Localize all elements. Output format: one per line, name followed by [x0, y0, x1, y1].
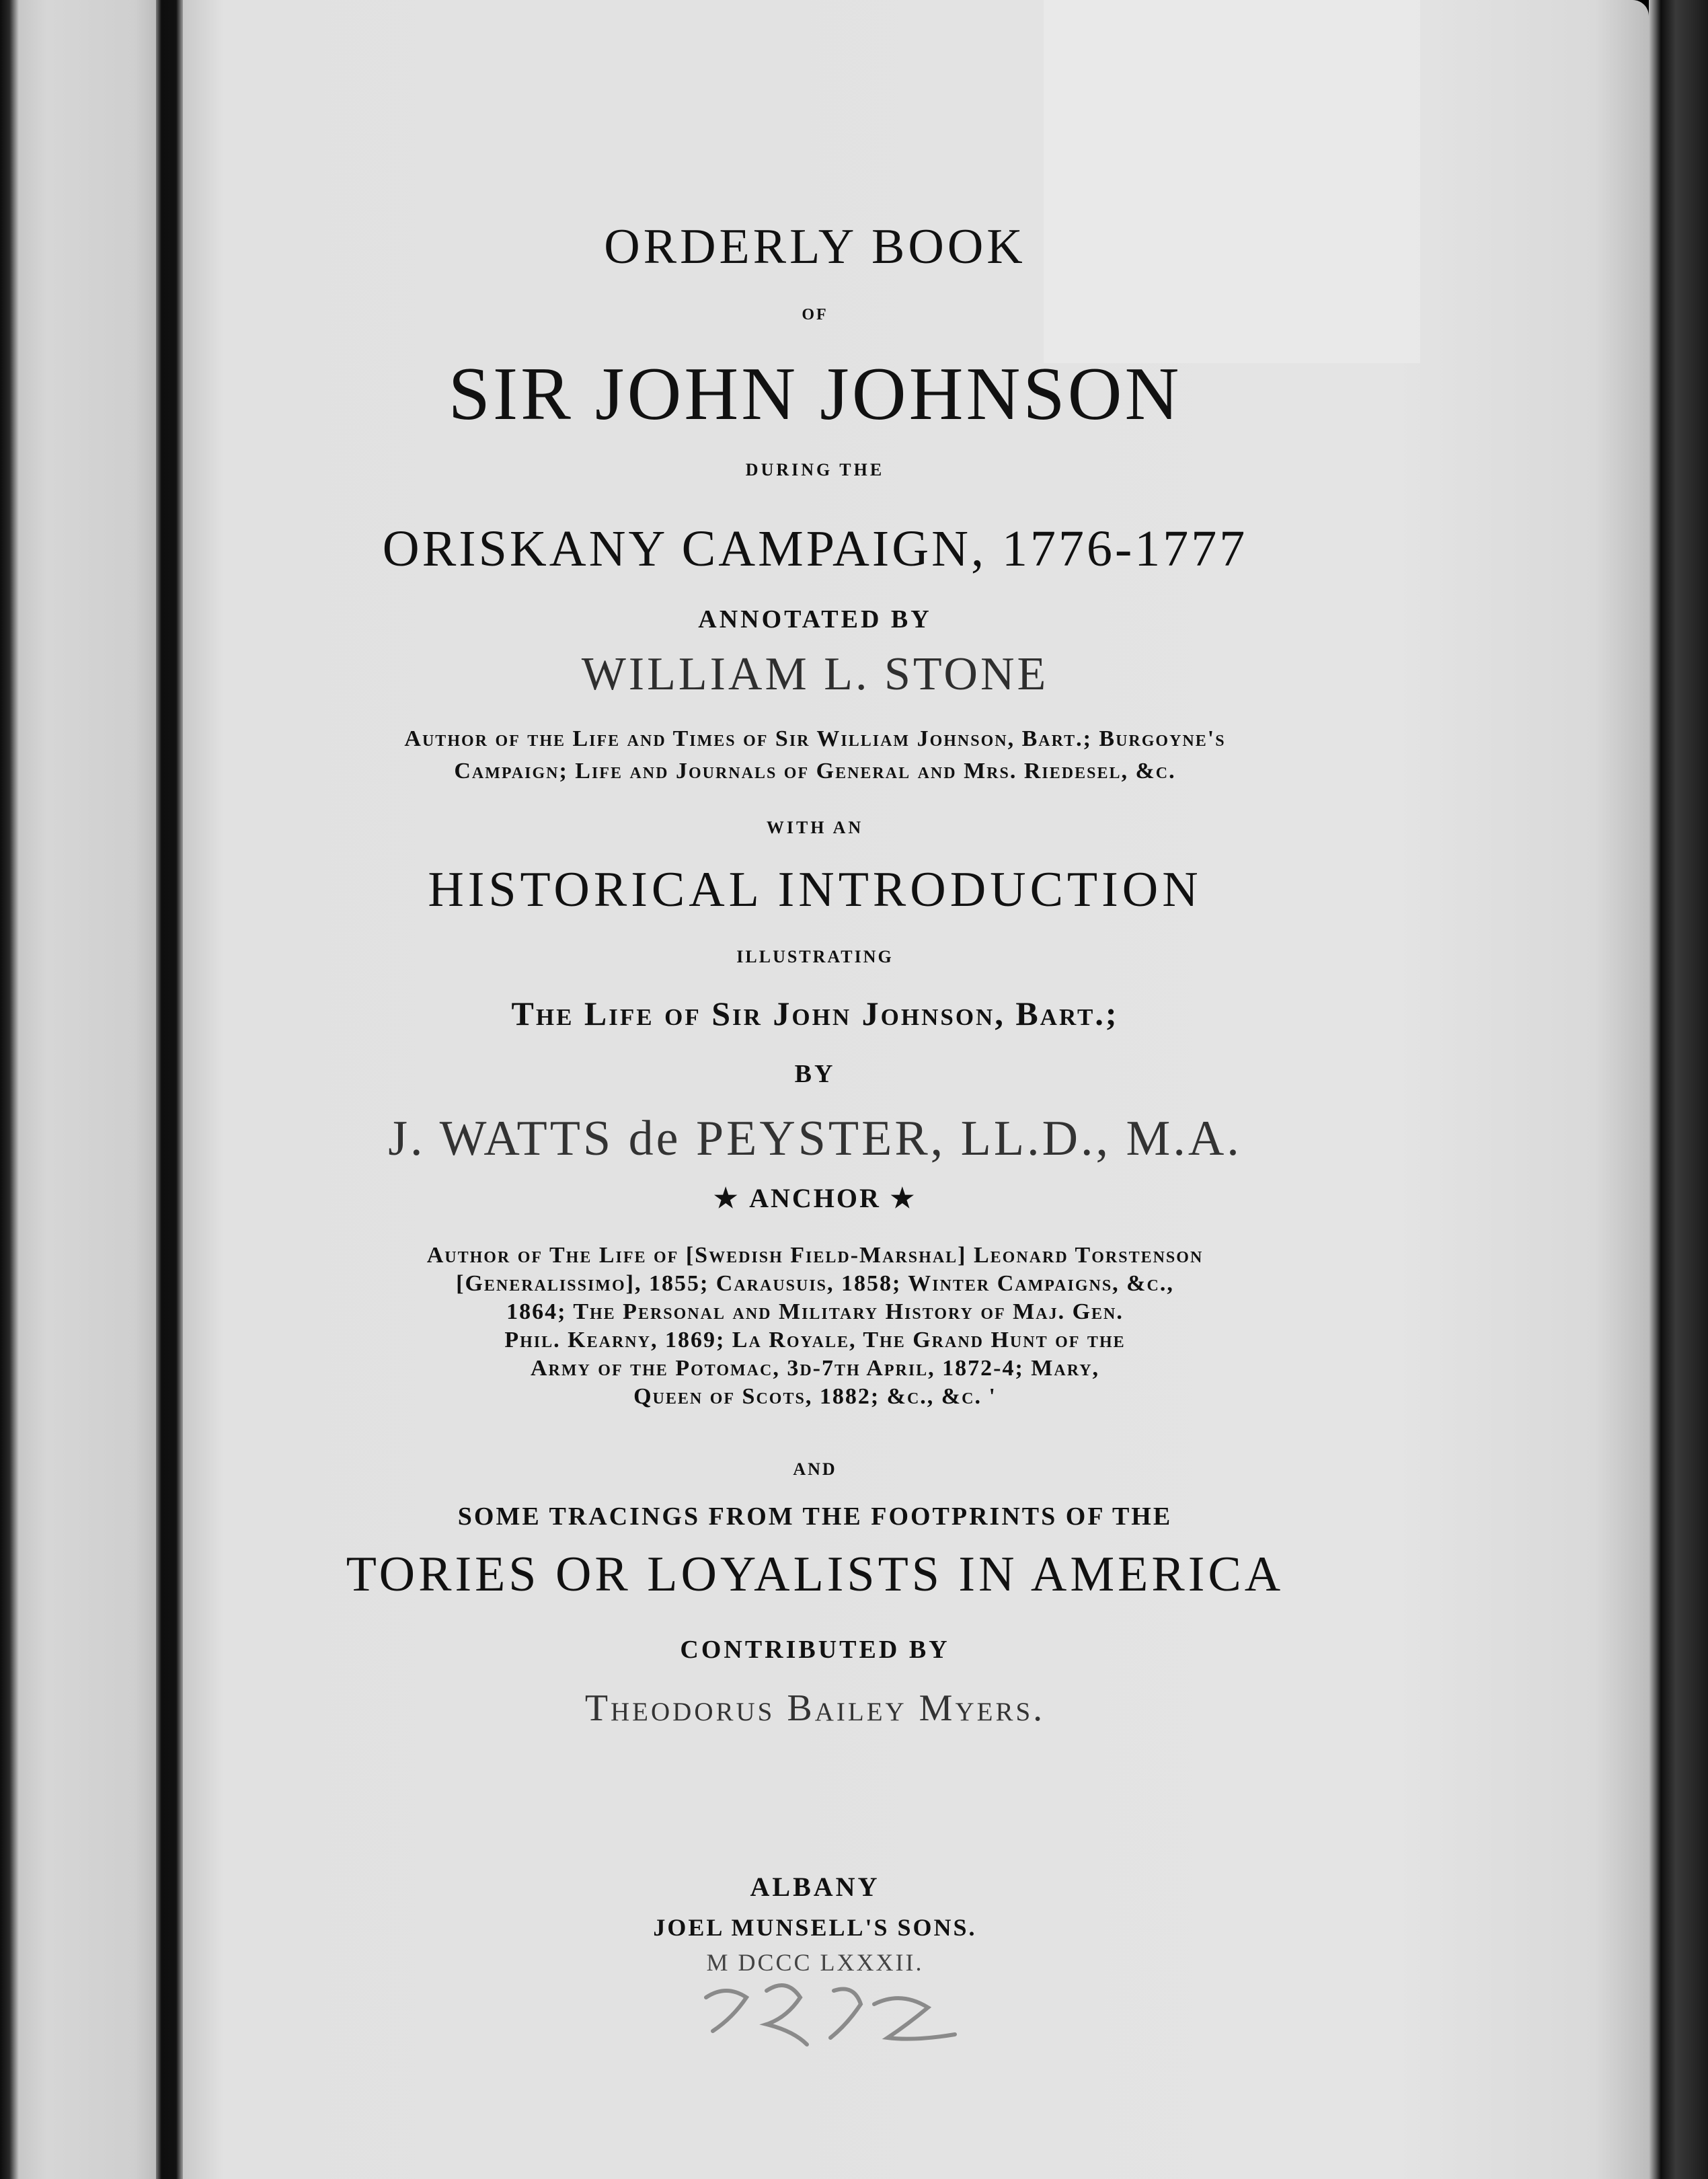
pencil-annotation — [686, 1977, 968, 2058]
contributed-by-label: CONTRIBUTED BY — [680, 1636, 950, 1664]
left-leaf — [0, 0, 156, 2179]
title-during: DURING THE — [745, 460, 885, 480]
anchor-line — [183, 1185, 1447, 1212]
imprint-publisher: JOEL MUNSELL'S SONS. — [653, 1914, 977, 1941]
and-label: AND — [793, 1459, 837, 1479]
imprint-year: M DCCC LXXXII. — [706, 1949, 924, 1976]
annotator-works-line: Campaign; Life and Journals of General and Mrs. Riedesel, &c. — [454, 759, 1176, 783]
author-works-line: Army of the Potomac, 3d-7th April, 1872-4; Mary, — [530, 1356, 1100, 1381]
loyalists-heading: TORIES OR LOYALISTS IN AMERICA — [346, 1547, 1284, 1602]
author-works-line: 1864; The Personal and Military History of Maj. Gen. — [506, 1299, 1124, 1324]
title-of: OF — [802, 306, 828, 323]
contributor-name: Theodorus Bailey Myers. — [584, 1687, 1046, 1729]
illustrating-label: ILLUSTRATING — [736, 947, 894, 966]
star-icon: ★ — [890, 1183, 917, 1213]
author-works-line: Phil. Kearny, 1869; La Royale, The Grand Hunt of the — [504, 1328, 1126, 1352]
imprint-city: ALBANY — [750, 1872, 880, 1902]
title-name: SIR JOHN JOHNSON — [448, 352, 1182, 436]
author-works-line: Queen of Scots, 1882; &c., &c. ' — [633, 1384, 997, 1409]
binding-gutter — [156, 0, 183, 2179]
author-works-line: [Generalissimo], 1855; Carausuis, 1858; Winter Campaigns, &c., — [456, 1271, 1174, 1296]
annotator-name: WILLIAM L. STONE — [581, 648, 1049, 700]
title-page — [183, 0, 1649, 2179]
annotator-works-line: Author of the Life and Times of Sir William Johnson, Bart.; Burgoyne's — [404, 726, 1226, 751]
with-an-label: WITH AN — [766, 818, 864, 837]
tracings-line: SOME TRACINGS FROM THE FOOTPRINTS OF THE — [457, 1502, 1173, 1531]
page-edge — [1649, 0, 1708, 2179]
title-line-1: ORDERLY BOOK — [604, 219, 1026, 274]
introduction-heading: HISTORICAL INTRODUCTION — [428, 862, 1202, 917]
by-label: BY — [794, 1060, 836, 1088]
title-campaign: ORISKANY CAMPAIGN, 1776-1777 — [382, 521, 1248, 577]
annotated-by-label: ANNOTATED BY — [698, 605, 932, 634]
introduction-subject: The Life of Sir John Johnson, Bart.; — [511, 995, 1119, 1032]
star-icon: ★ — [713, 1183, 740, 1213]
author-works-line: Author of The Life of [Swedish Field-Marshal] Leonard Torstenson — [426, 1243, 1204, 1268]
anchor-label: ANCHOR — [749, 1183, 881, 1213]
introduction-author: J. WATTS de PEYSTER, LL.D., M.A. — [388, 1111, 1242, 1166]
